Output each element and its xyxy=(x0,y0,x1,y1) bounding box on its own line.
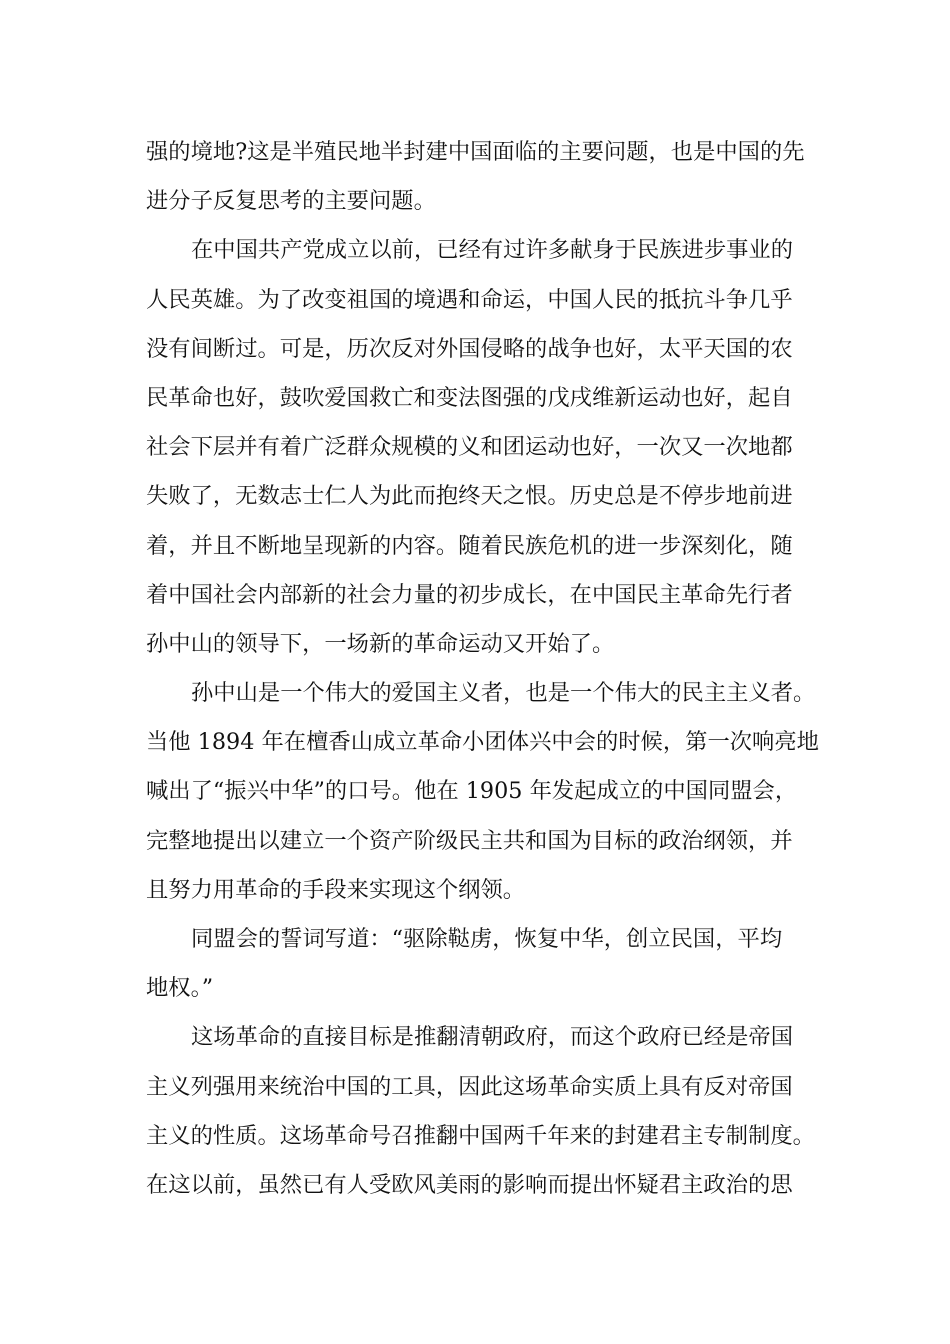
body-text xyxy=(146,128,819,1210)
text-line: 喊出了“振兴中华”的口号。他在 1905 年发起成立的中国同盟会， xyxy=(146,778,798,805)
text-line: 民革命也好，鼓吹爱国救亡和变法图强的戊戌维新运动也好，起自 xyxy=(146,384,793,411)
text-line: 地权。” xyxy=(146,975,214,1002)
text-line: 人民英雄。为了改变祖国的境遇和命运，中国人民的抵抗斗争几乎 xyxy=(146,286,793,313)
text-line: 当他 1894 年在檀香山成立革命小团体兴中会的时候，第一次响亮地 xyxy=(146,729,819,756)
text-line: 主义列强用来统治中国的工具，因此这场革命实质上具有反对帝国 xyxy=(146,1073,793,1100)
paragraph-start-line: 这场革命的直接目标是推翻清朝政府，而这个政府已经是帝国 xyxy=(191,1024,794,1051)
text-line: 没有间断过。可是，历次反对外国侵略的战争也好，太平天国的农 xyxy=(146,335,793,362)
text-line: 强的境地?这是半殖民地半封建中国面临的主要问题，也是中国的先 xyxy=(146,139,805,165)
text-line: 进分子反复思考的主要问题。 xyxy=(146,188,436,215)
text-line: 主义的性质。这场革命号召推翻中国两千年来的封建君主专制制度。 xyxy=(146,1122,815,1149)
paragraph-start-line: 同盟会的誓词写道：“驱除鞑虏，恢复中华，创立民国，平均 xyxy=(191,926,783,952)
text-line: 失败了，无数志士仁人为此而抱终天之恨。历史总是不停步地前进 xyxy=(146,483,793,510)
text-line: 且努力用革命的手段来实现这个纲领。 xyxy=(146,876,526,903)
text-line: 完整地提出以建立一个资产阶级民主共和国为目标的政治纲领，并 xyxy=(146,827,793,854)
text-line: 着，并且不断地呈现新的内容。随着民族危机的进一步深刻化，随 xyxy=(146,532,793,559)
text-line: 着中国社会内部新的社会力量的初步成长，在中国民主革命先行者 xyxy=(146,581,793,608)
text-line: 孙中山的领导下，一场新的革命运动又开始了。 xyxy=(146,630,615,657)
text-line: 在这以前，虽然已有人受欧风美雨的影响而提出怀疑君主政治的思 xyxy=(146,1171,793,1198)
paragraph-start-line: 孙中山是一个伟大的爱国主义者，也是一个伟大的民主主义者。 xyxy=(191,680,816,707)
text-line: 社会下层并有着广泛群众规模的义和团运动也好，一次又一次地都 xyxy=(146,434,793,461)
paragraph-start-line: 在中国共产党成立以前，已经有过许多献身于民族进步事业的 xyxy=(191,237,794,264)
